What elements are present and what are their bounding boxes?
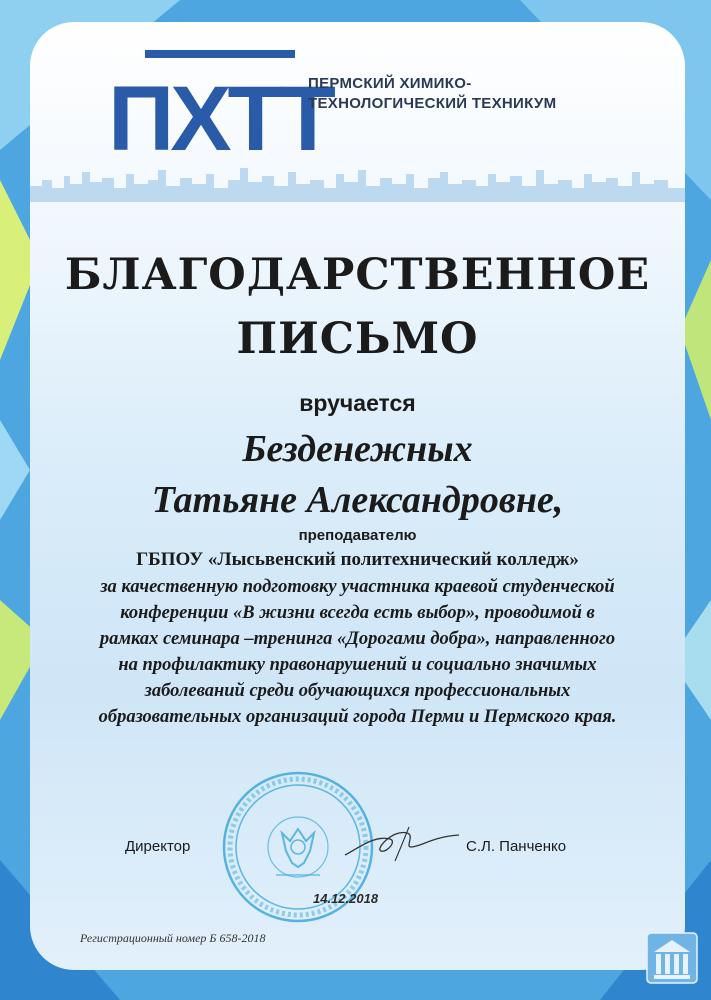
letter-title-line1: БЛАГОДАРСТВЕННОЕ bbox=[64, 250, 651, 300]
signer-name: С.Л. Панченко bbox=[466, 838, 567, 855]
recipient-institution: ГБПОУ «Лысьвенский политехнический колледж» bbox=[136, 549, 579, 570]
body-line: конференции «В жизни всегда есть выбор», проводимой в bbox=[120, 603, 595, 623]
letter-card bbox=[30, 22, 685, 970]
issue-date: 14.12.2018 bbox=[313, 891, 379, 906]
institution-name bbox=[308, 74, 638, 114]
awarded-label: вручается bbox=[299, 390, 416, 416]
letter-title-line2: ПИСЬМО bbox=[236, 314, 479, 364]
corner-logo-icon bbox=[646, 932, 698, 984]
letter-body bbox=[30, 574, 685, 730]
recipient-surname: Безденежных bbox=[242, 428, 473, 470]
recipient-given-names: Татьяне Александровне, bbox=[151, 479, 564, 521]
body-line: рамках семинара –тренинга «Дорогами добра», направленного bbox=[99, 629, 616, 649]
recipient-position: преподавателю bbox=[298, 527, 417, 544]
signer-role: Директор bbox=[125, 838, 191, 855]
pxtt-logo bbox=[108, 50, 332, 170]
body-line: образовательных организаций города Перми и Пермского края. bbox=[98, 707, 617, 727]
body-line: на профилактику правонарушений и социально значимых bbox=[118, 655, 597, 675]
institution-line2: ТЕХНОЛОГИЧЕСКИЙ ТЕХНИКУМ bbox=[308, 95, 557, 112]
body-line: за качественную подготовку участника краевой студенческой bbox=[100, 577, 615, 597]
body-line: заболеваний среди обучающихся профессиональных bbox=[144, 681, 571, 701]
signature-scribble bbox=[335, 817, 465, 867]
registration-number: Регистрационный номер Б 658-2018 bbox=[80, 931, 266, 945]
logo-mark-text: ПХТТ bbox=[108, 68, 332, 170]
institution-line1: ПЕРМСКИЙ ХИМИКО- bbox=[308, 75, 472, 92]
